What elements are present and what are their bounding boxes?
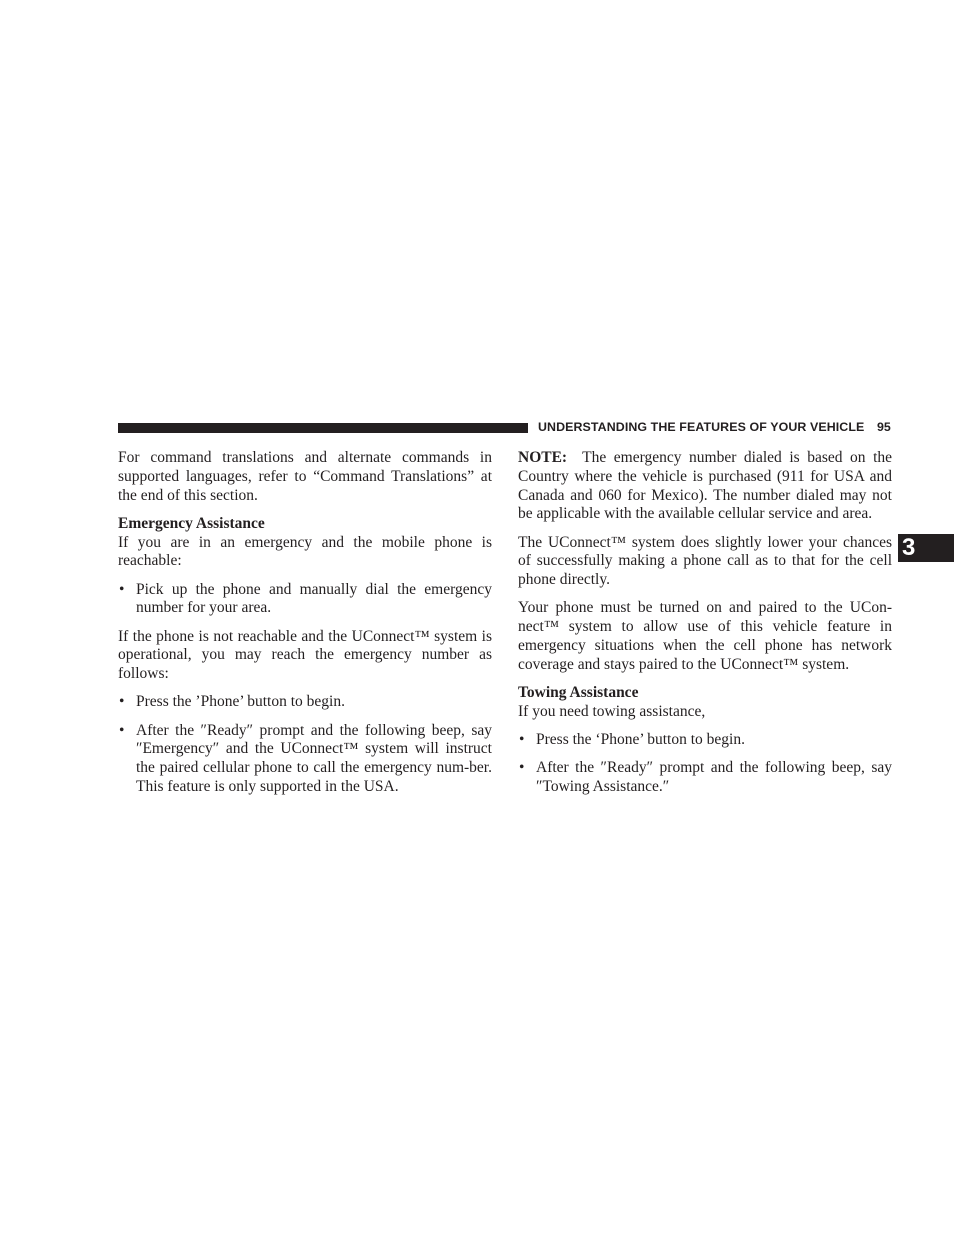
list-item — [518, 759, 892, 797]
lower-chances-paragraph: The UConnect™ system does slightly lower your chances of successfully making a phone call as to that for the cell phone directly. — [518, 533, 892, 589]
left-column — [118, 449, 492, 806]
chapter-tab: 3 — [898, 534, 954, 562]
right-column — [518, 449, 892, 806]
emergency-bullet-list — [118, 581, 492, 619]
page-number: 95 — [877, 420, 891, 434]
bullet-icon: • — [119, 693, 125, 711]
bullet-icon: • — [119, 580, 125, 598]
note-text: The emergency number dialed is based on the Country where the vehicle is purchased (911 for USA and Canada and 060 for Mexico). The number dialed may not be applicable with the available cellular service and area. — [518, 449, 893, 523]
note-paragraph — [518, 449, 892, 524]
paired-phone-paragraph: Your phone must be turned on and paired to the UCon-nect™ system to allow use of this vehicle feature in emergency situations when the cell phone has network coverage and stays paired to the UConnect™ system. — [518, 599, 892, 673]
intro-paragraph: For command translations and alternate commands in supported languages, refer to “Command Translations” at the end of this section. — [118, 449, 492, 504]
list-item-text: Press the ‘Phone’ button to begin. — [536, 730, 745, 748]
list-item — [118, 693, 492, 712]
running-header-title: UNDERSTANDING THE FEATURES OF YOUR VEHICLE — [538, 420, 865, 434]
bullet-icon: • — [519, 759, 525, 777]
bullet-icon: • — [119, 721, 125, 739]
emergency-assistance-heading: Emergency Assistance — [118, 514, 265, 532]
emergency-paragraph: If you are in an emergency and the mobile phone is reachable: — [118, 533, 492, 570]
list-item-text: Pick up the phone and manually dial the emergency number for your area. — [136, 580, 492, 617]
header-rule — [118, 423, 528, 433]
list-item-text: After the ″Ready″ prompt and the following beep, say ″Towing Assistance.″ — [536, 759, 892, 795]
towing-steps-list — [518, 731, 892, 797]
list-item — [518, 731, 892, 750]
emergency-steps-list — [118, 693, 492, 796]
towing-paragraph: If you need towing assistance, — [518, 702, 706, 720]
towing-assistance-heading: Towing Assistance — [518, 683, 639, 701]
note-label: NOTE: — [518, 449, 568, 466]
list-item — [118, 581, 492, 619]
list-item-text: After the ″Ready″ prompt and the following beep, say ″Emergency″ and the UConnect™ system will instruct the paired cellular phone to call the emergency num-ber. This feature is only supported in the USA. — [136, 721, 492, 795]
list-item — [118, 722, 492, 797]
not-reachable-paragraph: If the phone is not reachable and the UConnect™ system is operational, you may reach the emergency number as follows: — [118, 627, 492, 683]
bullet-icon: • — [519, 730, 525, 748]
list-item-text: Press the ’Phone’ button to begin. — [136, 693, 345, 711]
